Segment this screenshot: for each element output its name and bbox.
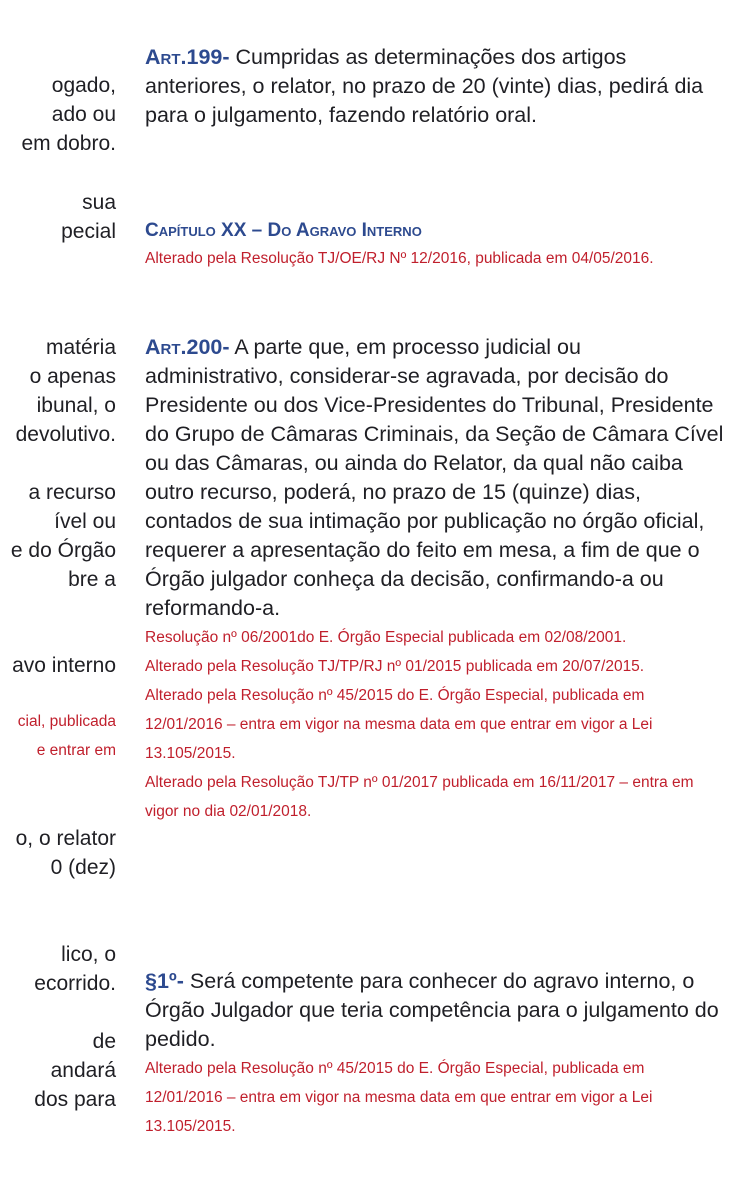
chapter-20 [145,218,725,273]
left-fragment: devolutivo. [15,423,116,446]
left-fragment-note: cial, publicada [17,713,116,730]
left-fragment: e do Órgão [10,539,116,562]
left-fragment: dos para [34,1088,116,1111]
paragraph-1 [145,967,725,1141]
left-fragment: ibunal, o [36,394,116,417]
chapter-20-note: Alterado pela Resolução TJ/OE/RJ Nº 12/2016, publicada em 04/05/2016. [145,250,654,267]
left-fragment: lico, o [61,943,116,966]
article-200-label: Art.200- [145,335,230,359]
paragraph-1-note: Alterado pela Resolução nº 45/2015 do E. Órgão Especial, publicada em 12/01/2016 – entra em vigor na mesma data em que entrar em vigor a Lei 13.105/2015. [145,1060,653,1135]
paragraph-1-label: §1º- [145,969,184,993]
article-200-note: Resolução nº 06/2001do E. Órgão Especial publicada em 02/08/2001. [145,629,627,646]
article-199-text: Cumpridas as determinações dos artigos anteriores, o relator, no prazo de 20 (vinte) dias, pedirá dia para o julgamento, fazendo relatório oral. [145,45,704,127]
article-199 [145,43,725,130]
left-fragment: avo interno [12,654,116,677]
article-199-label: Art.199- [145,45,230,69]
left-fragment: o, o relator [15,827,116,850]
left-fragment: matéria [45,336,116,359]
left-fragment: em dobro. [21,132,116,155]
article-200-note: Alterado pela Resolução TJ/TP nº 01/2017 publicada em 16/11/2017 – entra em vigor no dia 02/01/2018. [145,774,694,820]
left-fragment: sua [82,191,116,214]
left-fragment: andará [50,1059,116,1082]
left-fragment: 0 (dez) [50,856,116,879]
left-fragment: pecial [61,220,116,243]
left-fragment: bre a [68,568,116,591]
left-fragment: a recurso [28,481,116,504]
left-fragment: o apenas [29,365,116,388]
paragraph-1-body [145,967,725,1054]
left-fragment: ogado, [51,74,116,97]
article-200-note: Alterado pela Resolução nº 45/2015 do E. Órgão Especial, publicada em 12/01/2016 – entra em vigor na mesma data em que entrar em vigor a Lei 13.105/2015. [145,687,653,762]
left-fragment: ado ou [51,103,116,126]
article-200 [145,333,725,826]
chapter-20-title: Capítulo XX – Do Agravo Interno [145,220,422,241]
article-200-body [145,333,725,623]
left-column-fragments [0,0,130,1200]
article-200-text: A parte que, em processo judicial ou administrativo, considerar-se agravada, por decisão do Presidente ou dos Vice-Presidentes do Tribunal, Presidente do Grupo de Câmaras Criminais, da Seção de Câmara Cível ou das Câmaras, ou ainda do Relator, da qual não caiba outro recurso, poderá, no prazo de 15 (quinze) dias, contados de sua intimação por publicação no órgão oficial, requerer a apresentação do feito em mesa, a fim de que o Órgão julgador conheça da decisão, confirmando-a ou reformando-a. [145,335,724,620]
left-fragment: de [92,1030,116,1053]
paragraph-1-text: Será competente para conhecer do agravo interno, o Órgão Julgador que teria competência para o julgamento do pedido. [145,969,719,1051]
left-fragment-note: e entrar em [36,742,116,759]
left-fragment: ível ou [54,510,116,533]
article-200-note: Alterado pela Resolução TJ/TP/RJ nº 01/2015 publicada em 20/07/2015. [145,658,645,675]
left-fragment: ecorrido. [34,972,116,995]
article-199-body [145,43,725,130]
